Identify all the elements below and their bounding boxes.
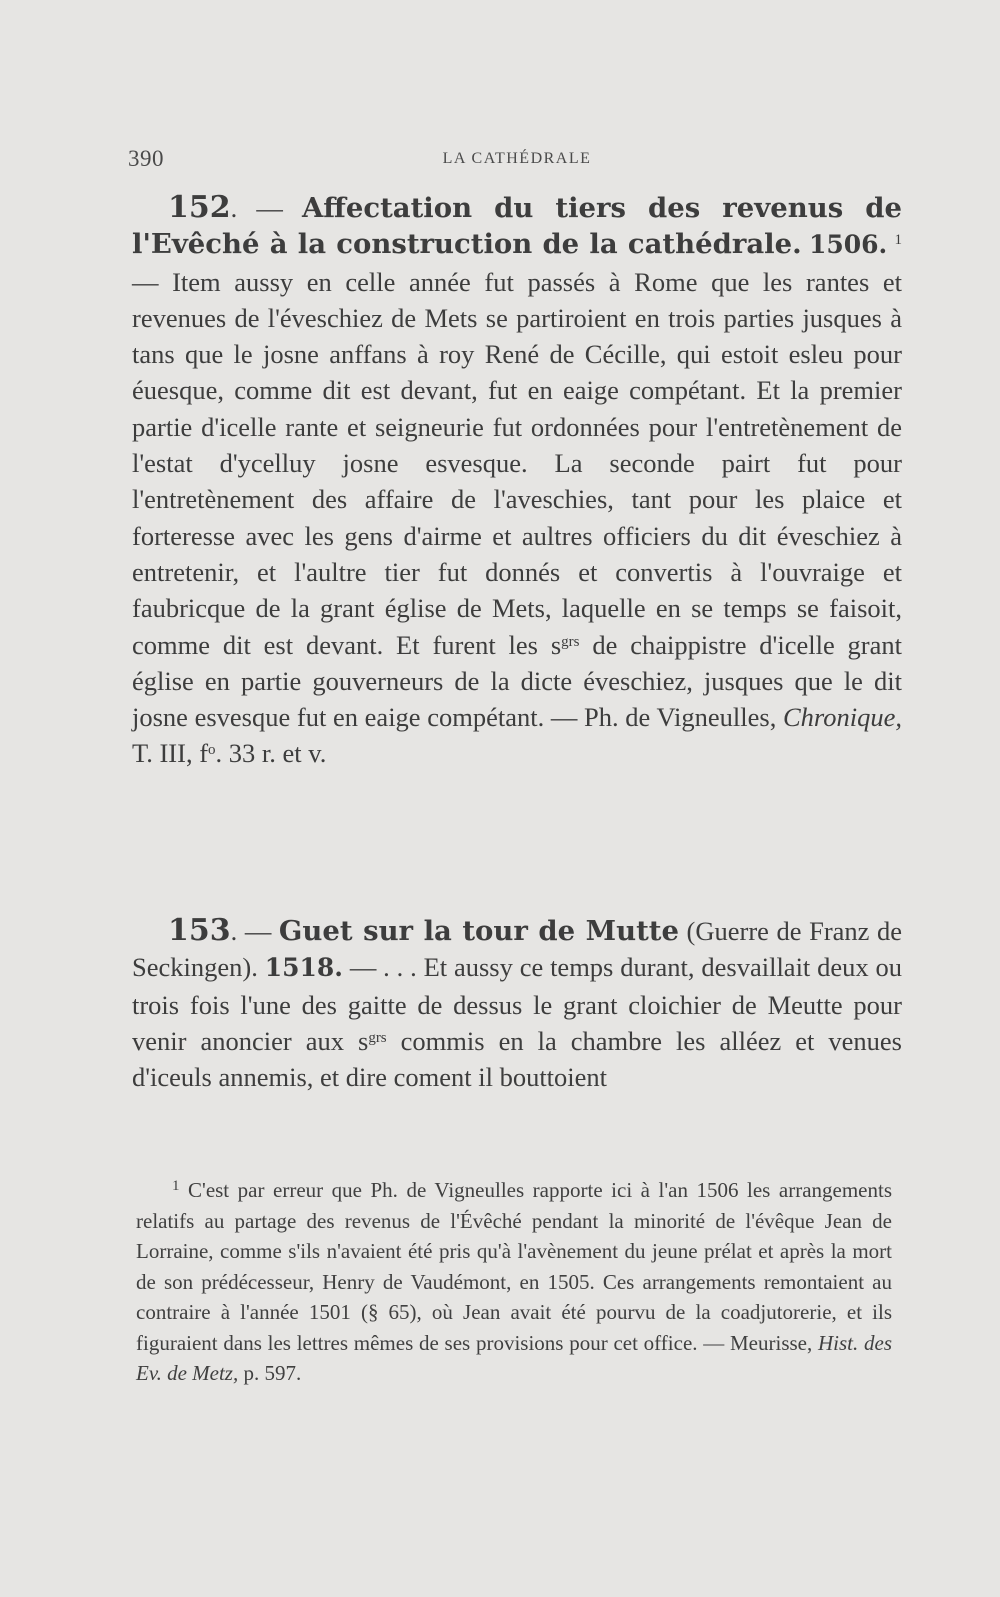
entry-dash: . — xyxy=(230,916,279,946)
source-title: Chronique, xyxy=(782,702,902,733)
footnote-number: 1 xyxy=(172,1178,180,1194)
footnote-body: p. 597. xyxy=(238,1361,302,1385)
page-header xyxy=(128,146,906,176)
entry-body: — Item aussy en celle année fut passés à Rome que les rantes et revenues de l'éveschiez de Mets se partiroient en trois parties jusques à tans que le josne anffans à roy René de Cécille, qui estoit esleu pour éuesque, comme dit est devant, fut en eaige compétant. Et la premier partie d'icelle rante et seigneurie fut ordonnées pour l'entretènement de l'estat d'ycelluy josne esvesque. La seconde pairt fut pour l'entretènement des affaire de l'aveschies, tant pour les plaice et forteresse avec les gens d'airme et aultres officiers du dit éveschiez à entretenir, et l'aultre tier fut donnés et convertis à l'ouvraige et faubricque de la grant église de Mets, laquelle en se temps se faisoit, comme dit est devant. Et furent les s xyxy=(132,266,902,660)
entry-body: — . . . Et aussy ce temps durant, desvaillait deux ou trois fois l'une des gaitte de dessus le grant cloichier de Meutte pour venir anoncier aux s xyxy=(132,952,902,1056)
source-title: Hist. des Ev. de Metz, xyxy=(136,1330,892,1385)
entry-body: T. III, f xyxy=(132,738,209,769)
entry-number: 152 xyxy=(168,190,231,225)
entry-body: commis en la chambre les alléez et venues d'iceuls annemis, et dire coment il bouttoient xyxy=(132,1025,902,1093)
folio-superscript: o xyxy=(208,742,216,759)
entry-title: Affectation du tiers des revenus de l'Evêché à la construction de la cathédrale. xyxy=(132,192,902,261)
entry-body: de chaippistre d'icelle grant église en partie gouverneurs de la dicte éveschiez, jusques que le dit josne esvesque fut en eaige compétant. — Ph. de Vigneulles, xyxy=(132,629,902,733)
entry-152 xyxy=(132,190,902,772)
footnote-ref: 1 xyxy=(894,232,903,249)
page-number: 390 xyxy=(128,146,164,171)
entry-title: Guet sur la tour de Mutte xyxy=(278,915,679,947)
abbrev-superscript: grs xyxy=(368,1029,387,1046)
entry-dash: . — xyxy=(230,193,302,223)
entry-body: . 33 r. et v. xyxy=(215,738,327,769)
entry-year: 1506. xyxy=(808,230,888,260)
entry-year: 1518. xyxy=(264,953,343,983)
entry-number: 153 xyxy=(168,913,231,948)
footnote-body: C'est par erreur que Ph. de Vigneulles rapporte ici à l'an 1506 les arrangements relatifs au partage des revenus de l'Évêché pendant la minorité de l'évêque Jean de Lorraine, comme s'ils n'avaient été pris qu'à l'avènement du jeune prélat et après la mort de son prédécesseur, Henry de Vaudémont, en 1505. Ces arrangements remontaient au contraire à l'année 1501 (§ 65), où Jean avait été pourvu de la coadjutorerie, et ils figuraient dans les lettres mêmes de ses provisions pour cet office. — Meurisse, xyxy=(136,1178,892,1355)
footnote xyxy=(136,1175,892,1389)
running-head: LA CATHÉDRALE xyxy=(442,150,592,167)
entry-153 xyxy=(132,913,902,1095)
entry-body: (Guerre de Franz de Seckingen). xyxy=(132,916,903,983)
abbrev-superscript: grs xyxy=(561,633,580,650)
